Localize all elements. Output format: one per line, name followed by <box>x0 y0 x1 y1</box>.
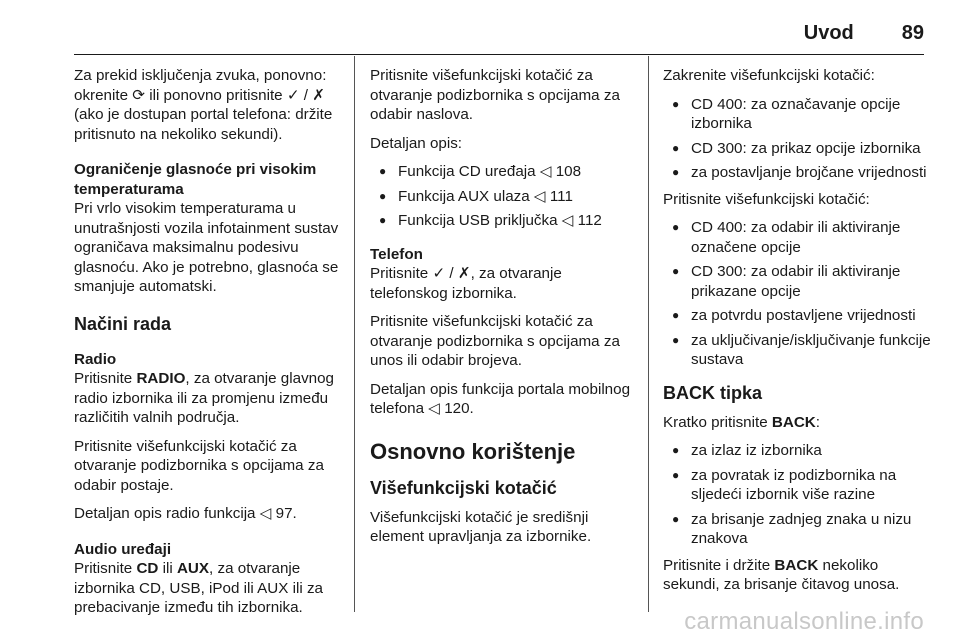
knob-text: Višefunkcijski kotačić je središnji element upravljanja za izbornike. <box>370 508 592 545</box>
function-list <box>370 162 642 231</box>
unmute-paragraph: Za prekid isključenja zvuka, ponovno: okrenite ⟳ ili ponovno pritisnite ✓ / ✗ (ako je dostupan portal telefona: držite pritisnuto na nekoliko sekundi). <box>74 67 333 143</box>
phone-paragraph-3: Detaljan opis funkcija portala mobilnog telefona ◁ 120. <box>370 380 631 417</box>
hold-paragraph: Pritisnite i držite BACK nekoliko sekundi, za brisanje čitavog unosa. <box>663 556 900 593</box>
phone-heading: Telefon <box>370 245 423 263</box>
list-item: ● CD 400: za odabir ili aktiviranje označene opcije <box>663 218 935 257</box>
watermark: carmanualsonline.info <box>684 608 924 635</box>
list-item: ● CD 300: za odabir ili aktiviranje prikazane opcije <box>663 262 935 301</box>
back-key: BACK <box>771 413 816 431</box>
list-item: ● za postavljanje brojčane vrijednosti <box>663 163 935 183</box>
press-label: Pritisnite višefunkcijski kotačić: <box>663 190 870 208</box>
turn-list <box>663 95 935 183</box>
page-header <box>756 22 924 45</box>
page-ref-icon: ◁ <box>539 162 552 180</box>
list-item: ● za uključivanje/isključivanje funkcije sustava <box>663 331 935 370</box>
column-2 <box>370 66 642 556</box>
list-item: ● za potvrdu postavljene vrijednosti <box>663 306 935 326</box>
list-item: ● Funkcija AUX ulaza ◁ 111 <box>370 187 642 207</box>
back-heading: BACK tipka <box>663 382 763 403</box>
back-paragraph: Kratko pritisnite BACK: <box>663 413 820 431</box>
phone-paragraph-2: Pritisnite višefunkcijski kotačić za otvaranje podizbornika s opcijama za unos ili odabir brojeva. <box>370 313 620 369</box>
temp-heading: Ograničenje glasnoće pri visokim temperaturama <box>74 161 317 198</box>
list-item: ● CD 300: za prikaz opcije izbornika <box>663 139 935 159</box>
column-divider-2 <box>648 56 649 612</box>
column-divider-1 <box>354 56 355 612</box>
detail-label: Detaljan opis: <box>370 134 463 152</box>
audio-paragraph: Pritisnite CD ili AUX, za otvaranje izbornika CD, USB, iPod ili AUX ili za prebacivanje između tih izbornika. <box>74 560 323 616</box>
radio-paragraph-3: Detaljan opis radio funkcija ◁ 97. <box>74 504 297 522</box>
page-title: Uvod <box>803 22 854 44</box>
aux-key: AUX <box>176 560 210 577</box>
audio-heading: Audio uređaji <box>74 540 172 558</box>
radio-paragraph-1: Pritisnite RADIO, za otvaranje glavnog radio izbornika ili za promjenu između različitih valnih područja. <box>74 370 335 426</box>
column-3 <box>663 66 935 604</box>
hold-back-key: BACK <box>774 556 819 574</box>
page-ref-icon: ◁ <box>533 186 546 205</box>
list-item: ● Funkcija CD uređaja ◁ 108 <box>370 162 642 182</box>
column-1 <box>74 66 346 627</box>
basic-use-heading: Osnovno korištenje <box>370 438 576 464</box>
page-ref-icon: ◁ <box>561 211 574 229</box>
radio-key: RADIO <box>136 370 186 387</box>
phone-icon: ✓ <box>432 264 446 282</box>
cd-key: CD <box>136 560 159 577</box>
title-select-paragraph: Pritisnite višefunkcijski kotačić za otvaranje podizbornika s opcijama za odabir naslova. <box>370 67 620 123</box>
phone-icon: ✓ <box>286 85 300 104</box>
header-rule <box>74 54 924 55</box>
list-item: ● za brisanje zadnjeg znaka u nizu znakova <box>663 510 935 549</box>
temp-text: Pri vrlo visokim temperaturama u unutrašnjosti vozila infotainment sustav ograničava maksimalnu podesivu glasnoću. Ako je potrebno, glasnoća se smanjuje automatski. <box>74 200 339 295</box>
page-ref-icon: ◁ <box>259 504 272 522</box>
mute-icon: ✗ <box>312 85 325 104</box>
knob-heading: Višefunkcijski kotačić <box>370 477 557 498</box>
page-ref-icon: ◁ <box>428 399 440 417</box>
page-number: 89 <box>901 22 924 44</box>
radio-paragraph-2: Pritisnite višefunkcijski kotačić za otvaranje podizbornika s opcijama za odabir postaje. <box>74 437 324 494</box>
list-item: ● za povratak iz podizbornika na sljedeći izbornik više razine <box>663 466 935 505</box>
turn-label: Zakrenite višefunkcijski kotačić: <box>663 67 875 84</box>
phone-paragraph-1: Pritisnite ✓ / ✗, za otvaranje telefonskog izbornika. <box>370 264 562 302</box>
list-item: ● CD 400: za označavanje opcije izbornika <box>663 95 935 134</box>
list-item: ● za izlaz iz izbornika <box>663 441 935 461</box>
press-list <box>663 218 935 370</box>
mute-icon: ✗ <box>457 264 471 282</box>
list-item: ● Funkcija USB priključka ◁ 112 <box>370 211 642 231</box>
radio-heading: Radio <box>74 350 117 368</box>
knob-icon: ⟳ <box>132 85 145 104</box>
back-list <box>663 441 935 549</box>
modes-heading: Načini rada <box>74 313 172 334</box>
